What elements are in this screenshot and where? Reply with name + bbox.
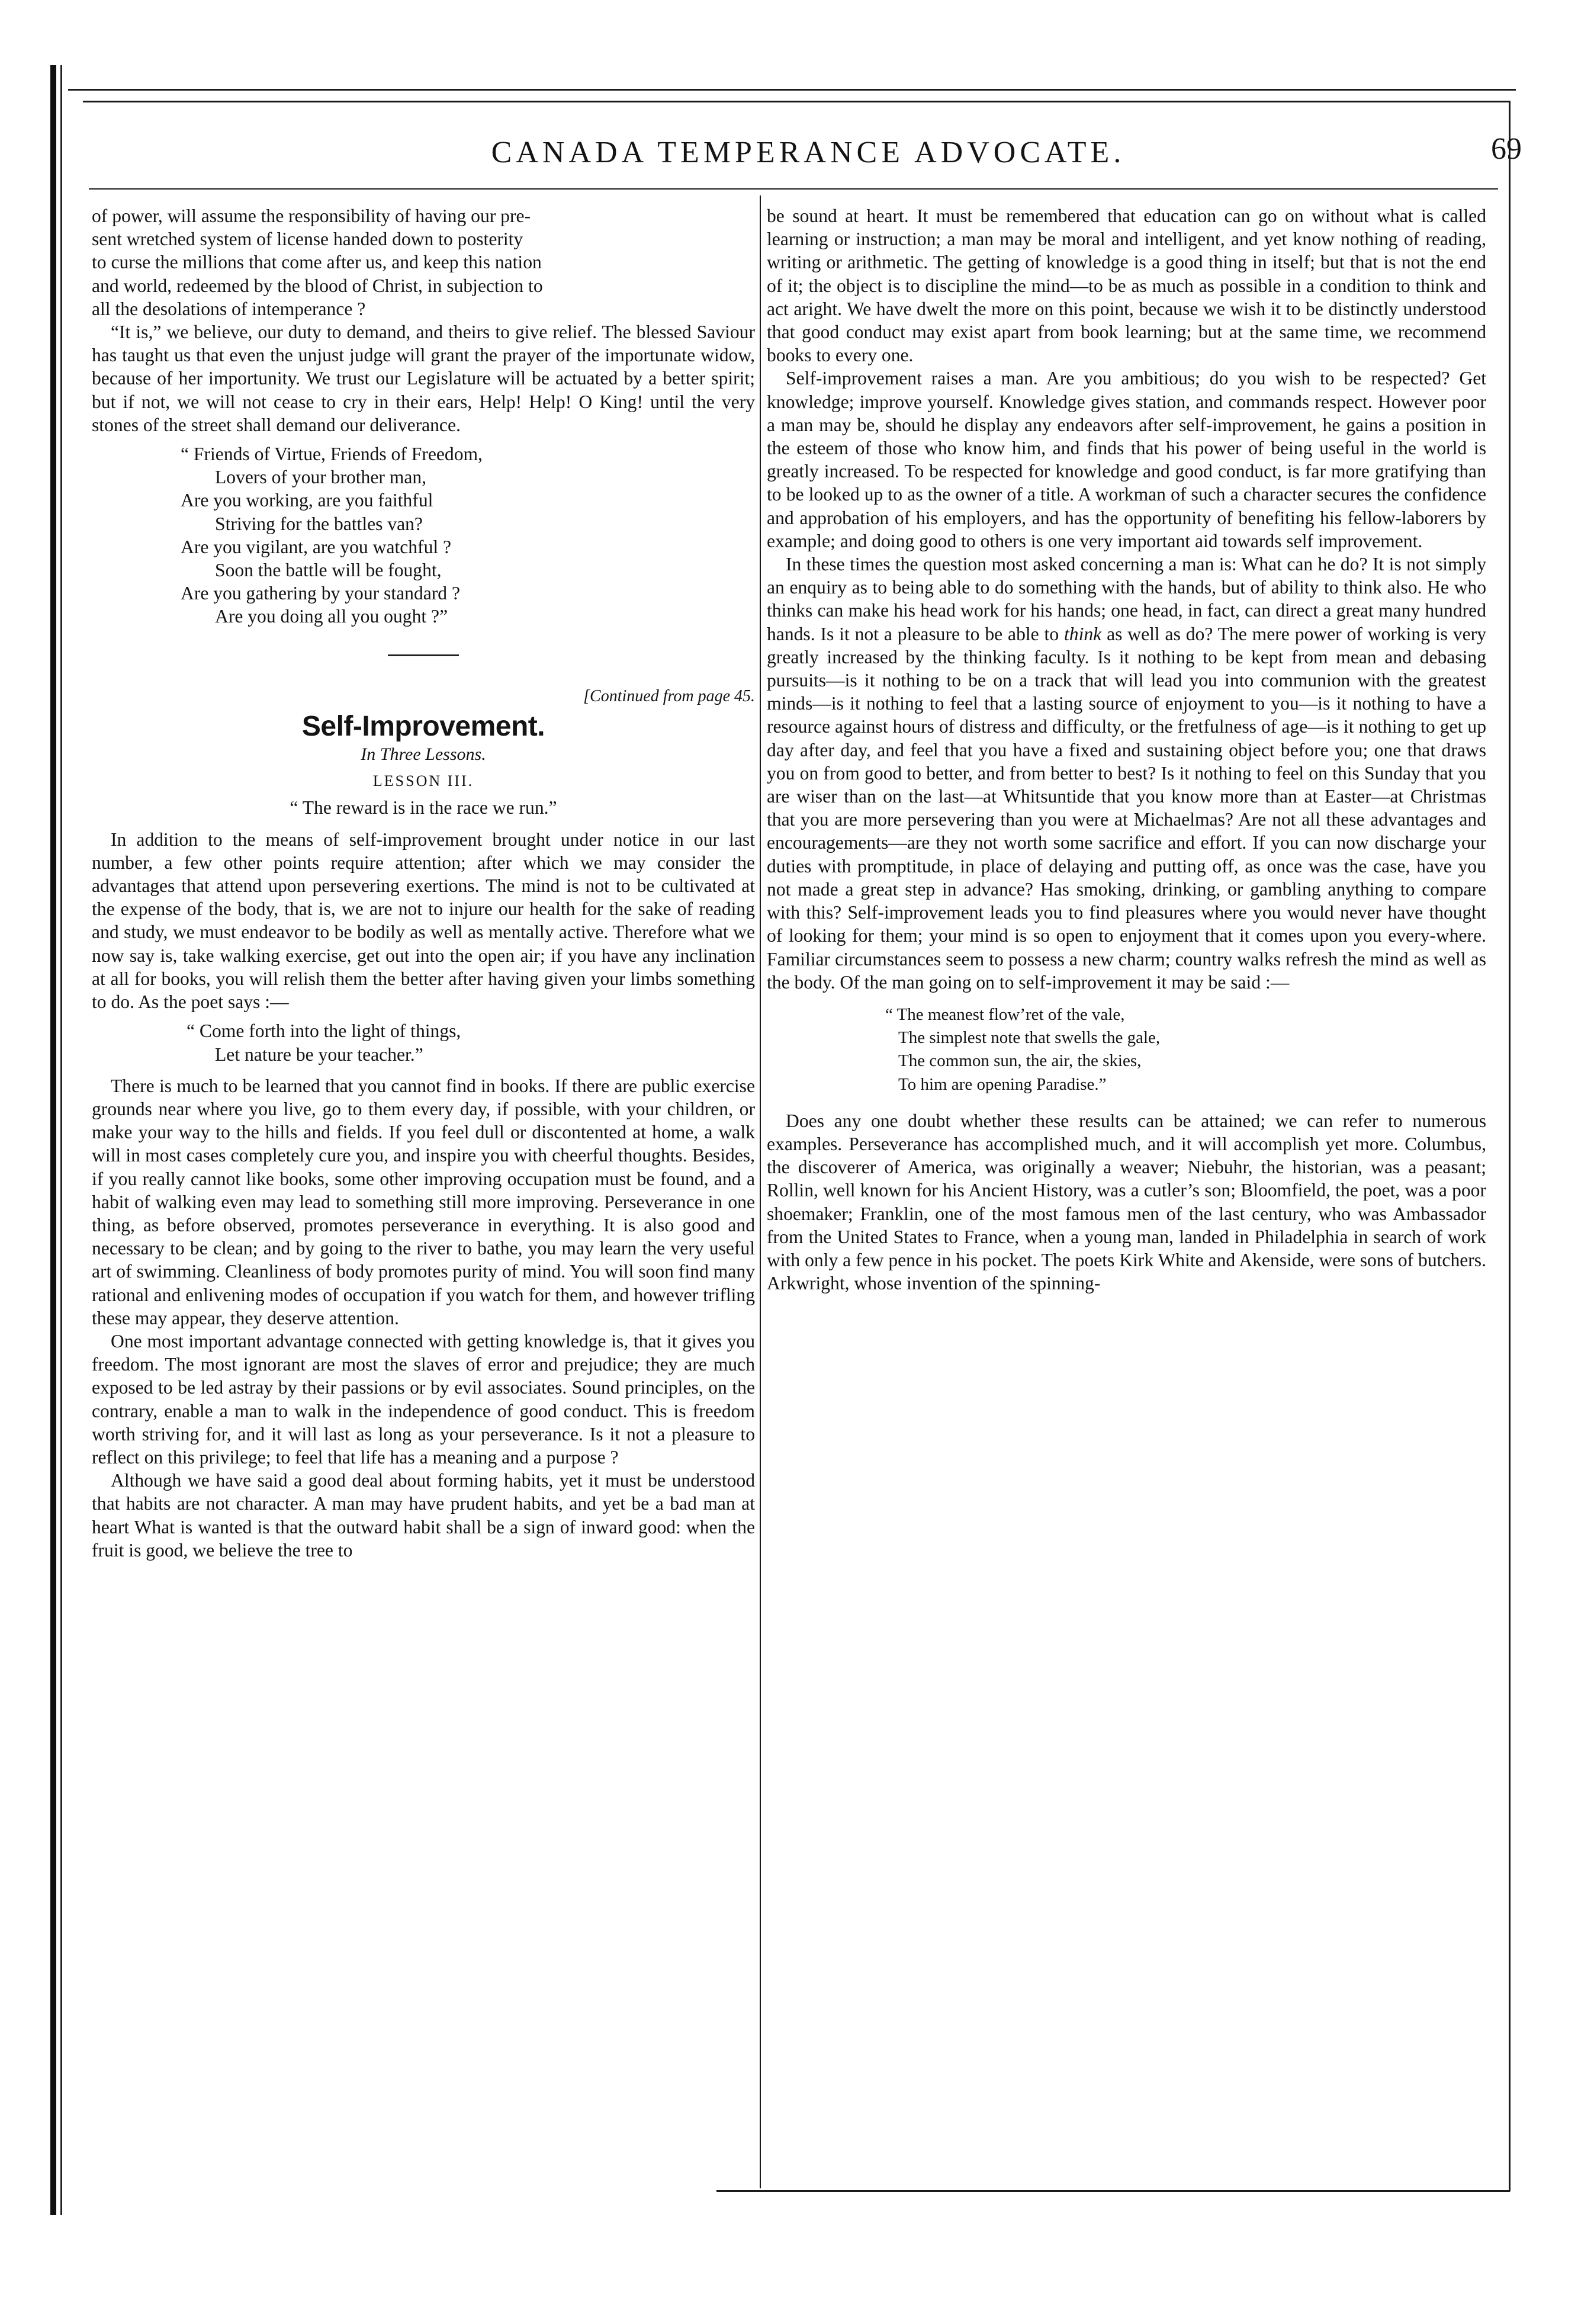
article-heading [92,710,755,820]
poem-line: Soon the battle will be fought, [215,560,442,581]
inner-top-border [83,101,1510,102]
poem-line: Lovers of your brother man, [215,467,427,488]
poem-line: The simplest note that swells the gale, [898,1028,1161,1048]
poem-line: Let nature be your teacher.” [215,1044,423,1065]
article-subtitle: In Three Lessons. [361,744,486,765]
paragraph: “It is,” we believe, our duty to demand, and theirs to give relief. The blessed Saviour has taught us that even the unjust judge will grant the prayer of the importunate widow, because of her importunity. We trust our Legislature will be actuated by a better spirit; but if not, we will not cease to cry in their ears, Help! Help! O King! until the very stones of the street shall demand our deliverance. [92,322,755,435]
emphasis-text: think [1064,623,1102,644]
poem-line: “ The meanest flow’ret of the vale, [885,1004,1125,1024]
paragraph: There is much to be learned that you cannot find in books. If there are public exercise grounds near where you live, go to them every day, if possible, with your children, or make your way to the hills and fields. If you feel dull or discontented at home, a walk will in most cases completely cure you, and inspire you with cheerful thoughts. Besides, if you really cannot like books, some other improving occupation must be found, and a habit of walking even may lead to something still more improving. Perseverance in one thing, as before observed, promotes perseverance in everything. It is also good and necessary to be clean; and by going to the river to bathe, you may learn the very useful art of swimming. Cleanliness of body promotes purity of mind. You will soon find many rational and enlivening modes of occupation if you watch for them, and however trifling these may appear, they deserve attention. [92,1075,755,1328]
binding-edge [50,65,56,2215]
binding-edge-line [60,65,62,2215]
page-header [89,132,1528,182]
poem [181,442,755,628]
epigraph: “ The reward is in the race we run.” [290,797,557,818]
poem [187,1019,755,1065]
poem [885,1003,1486,1096]
intro-lines [92,204,755,320]
running-head: CANADA TEMPERANCE ADVOCATE. [491,136,1126,169]
poem-line: Are you doing all you ought ?” [215,606,448,627]
paragraph: Does any one doubt whether these results can be attained; we can refer to numerous examples. Perseverance has accomplished much, and it will accomplish yet more. Columbus, the discoverer of America, was originally a weaver; Niebuhr, the historian, was a peasant; Rollin, well known for his Ancient History, was a cutler’s son; Bloomfield, the poet, was a poor shoemaker; Franklin, one of the most famous men of the last century, who was Ambassador from the United States to France, when a young man, landed in Philadelphia in search of work with only a few pence in his pocket. The poets Kirk White and Akenside, were sons of butchers. Arkwright, whose invention of the spinning- [767,1110,1486,1294]
poem-line: The common sun, the air, the skies, [898,1051,1142,1071]
poem-line: Are you working, are you faithful [181,490,433,511]
lesson-number: LESSON III. [372,772,474,790]
paragraph [767,553,1486,994]
paragraph-text: as well as do? The mere power of working is very greatly increased by the thinking faculty. Is it nothing to be kept from mean and debasing pursuits—is it nothing to be on a track that will lead you into communion with the greatest minds—is it nothing to feel that a lasting source of enjoyment to you—is it nothing to have a resource against hours of distress and difficulty, or the fretfulness of age—is it nothing to get up day after day, and feel that you have a fixed and sustaining object before you; one that draws you on from good to better, and from better to best? Is it nothing to feel on this Sunday that you are wiser than on the last—at Whitsuntide that you know more than at Easter—at Christmas that you are more persevering than you were at Michaelmas? Are not all these advantages and encouragements—are they not worth some sacrifice and effort. If you can now discharge your duties with promptitude, in place of delaying and putting off, as once was the case, have you not made a great step in advance? Has smoking, drinking, or gambling anything to compare with this? Self-improvement leads you to find pleasures where you would never have thought of looking for them; your mind is so open to enjoyment that it comes upon you every-where. Familiar circumstances seem to possess a new charm; country walks refresh the mind as well as the body. Of the man going on to self-improvement it may be said :— [767,623,1486,993]
paragraph: In addition to the means of self-improvement brought under notice in our last number, a few other points require attention; after which we may consider the advantages that attend upon persevering exertions. The mind is not to be cultivated at the expense of the body, that is, we are not to injure our health for the sake of reading and study, we must endeavor to be bodily as well as mentally active. Therefore what we now say is, take walking exercise, get out into the open air; if you have any inclination at all for books, you will relish them the better after having given your limbs something to do. As the poet says :— [92,829,755,1013]
paragraph-text: In these times the question most asked concerning a man is: What can he do? It is not simply an enquiry as to being able to do something with the hands, but of ability to think also. He who thinks can make his head work for his hands; one head, in fact, can direct a great many hundred hands. Is it not a pleasure to be able to [767,554,1486,644]
intro-line: to curse the millions that come after us, and keep this nation [92,252,542,273]
left-column [92,204,755,1562]
poem-line: Are you vigilant, are you watchful ? [181,536,452,557]
paragraph: One most important advantage connected with getting knowledge is, that it gives you freedom. The most ignorant are most the slaves of error and prejudice; they are much exposed to be led astray by their passions or by evil associates. Sound principles, on the contrary, enable a man to walk in the independence of good conduct. This is freedom worth striving for, and it will last as long as your perseverance. Is it not a pleasure to reflect on this privilege; to feel that life has a meaning and a purpose ? [92,1330,755,1468]
outer-top-border [68,89,1516,91]
paragraph: be sound at heart. It must be remembered that education can go on without what is called learning or instruction; a man may be moral and intelligent, and yet know nothing of reading, writing or arithmetic. The getting of knowledge is a good thing in itself; but that is not the end of it; the object is to discipline the mind—to be as much as possible in a condition to think and act aright. We have dwelt the more on this point, because we wish it to be distinctly understood that good conduct may exist apart from book learning; but at the same time, we recommend books to every one. [767,206,1486,366]
poem-line: “ Friends of Virtue, Friends of Freedom, [181,444,483,465]
right-border [1509,101,1511,2191]
paragraph: Although we have said a good deal about forming habits, yet it must be understood that habits are not character. A man may have prudent habits, and yet be a bad man at heart What is wanted is that the outward habit shall be a sign of inward good: when the fruit is good, we believe the tree to [92,1470,755,1561]
intro-line: sent wretched system of license handed down to posterity [92,229,523,250]
article-title: Self-Improvement. [301,710,545,742]
continued-note: [Continued from page 45. [583,686,755,705]
poem-line: Striving for the battles van? [215,513,423,534]
section-divider [388,654,459,656]
right-column [767,204,1486,1295]
poem-line: To him are opening Paradise.” [898,1074,1107,1094]
header-rule [89,188,1498,190]
intro-line: of power, will assume the responsibility of having our pre- [92,206,531,226]
page-number: 69 [1491,132,1522,166]
intro-line: and world, redeemed by the blood of Christ, in subjection to [92,275,543,296]
poem-line: “ Come forth into the light of things, [187,1020,461,1042]
intro-line: all the desolations of intemperance ? [92,298,366,319]
bottom-rule [716,2190,1510,2192]
paragraph: Self-improvement raises a man. Are you ambitious; do you wish to be respected? Get knowledge; improve yourself. Knowledge gives station, and commands respect. However poor a man may be, should he display any endeavors after self-improvement, he gains a position in the esteem of those who know him, and finds that his power of being useful in the world is greatly increased. To be respected for knowledge and good conduct, is far more gratifying than to be looked up to as the owner of a title. A workman of such a character secures the confidence and approbation of his employers, and has the opportunity of benefiting his fellow-laborers by example; and doing good to others is one very important aid towards self improvement. [767,368,1486,551]
poem-line: Are you gathering by your standard ? [181,583,461,604]
column-divider [760,195,761,2188]
